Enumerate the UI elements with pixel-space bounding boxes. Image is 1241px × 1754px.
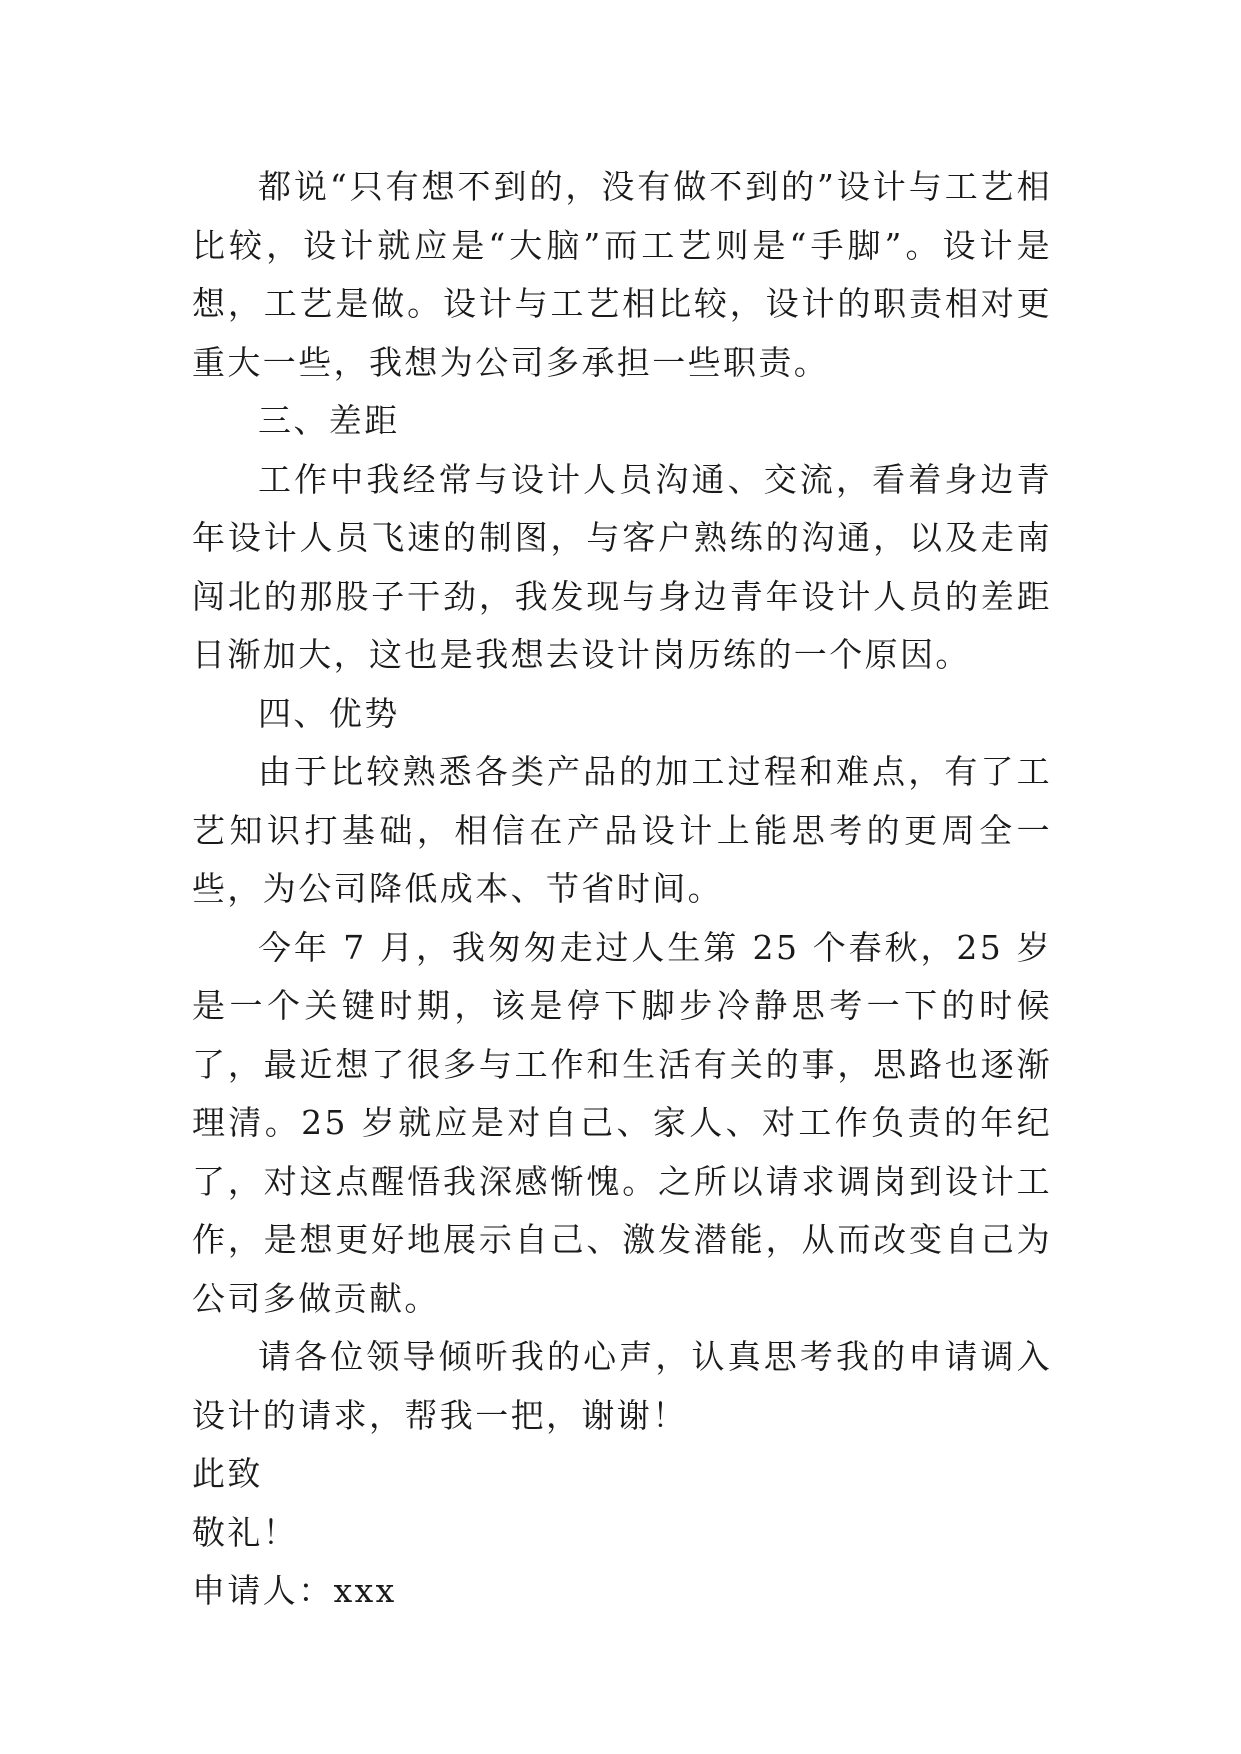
- section-heading-gap: 三、差距: [258, 401, 400, 440]
- paragraph-gap: 工作中我经常与设计人员沟通、交流，看着身边青年设计人员飞速的制图，与客户熟练的沟通，以及走南闯北的那股子干劲，我发现与身边青年设计人员的差距日渐加大，这也是我想去设计岗历练的一个原因。: [192, 459, 1052, 674]
- applicant-signature: 申请人：xxx: [192, 1571, 397, 1610]
- paragraph-age-reflection: 今年 7 月，我匆匆走过人生第 25 个春秋，25 岁是一个关键时期，该是停下脚步冷静思考一下的时候了，最近想了很多与工作和生活有关的事，思路也逐渐理清。25 岁就应是对自己、家人、对工作负责的年纪了，对这点醒悟我深感惭愧。之所以请求调岗到设计工作，是想更好地展示自己、激发潜能，从而改变自己为公司多做贡献。: [192, 927, 1052, 1318]
- closing-regards: 敬礼！: [192, 1512, 299, 1552]
- section-heading-advantage: 四、优势: [258, 693, 400, 733]
- paragraph-design-vs-craft: 都说“只有想不到的，没有做不到的”设计与工艺相比较，设计就应是“大脑”而工艺则是“手脚”。设计是想，工艺是做。设计与工艺相比较，设计的职责相对更重大一些，我想为公司多承担一些职责。: [192, 167, 1052, 382]
- closing-salutation: 此致: [192, 1454, 263, 1493]
- letter-body: [192, 158, 1052, 1621]
- paragraph-request: 请各位领导倾听我的心声，认真思考我的申请调入设计的请求，帮我一把，谢谢！: [192, 1337, 1052, 1435]
- paragraph-advantage: 由于比较熟悉各类产品的加工过程和难点，有了工艺知识打基础，相信在产品设计上能思考的更周全一些，为公司降低成本、节省时间。: [192, 752, 1052, 908]
